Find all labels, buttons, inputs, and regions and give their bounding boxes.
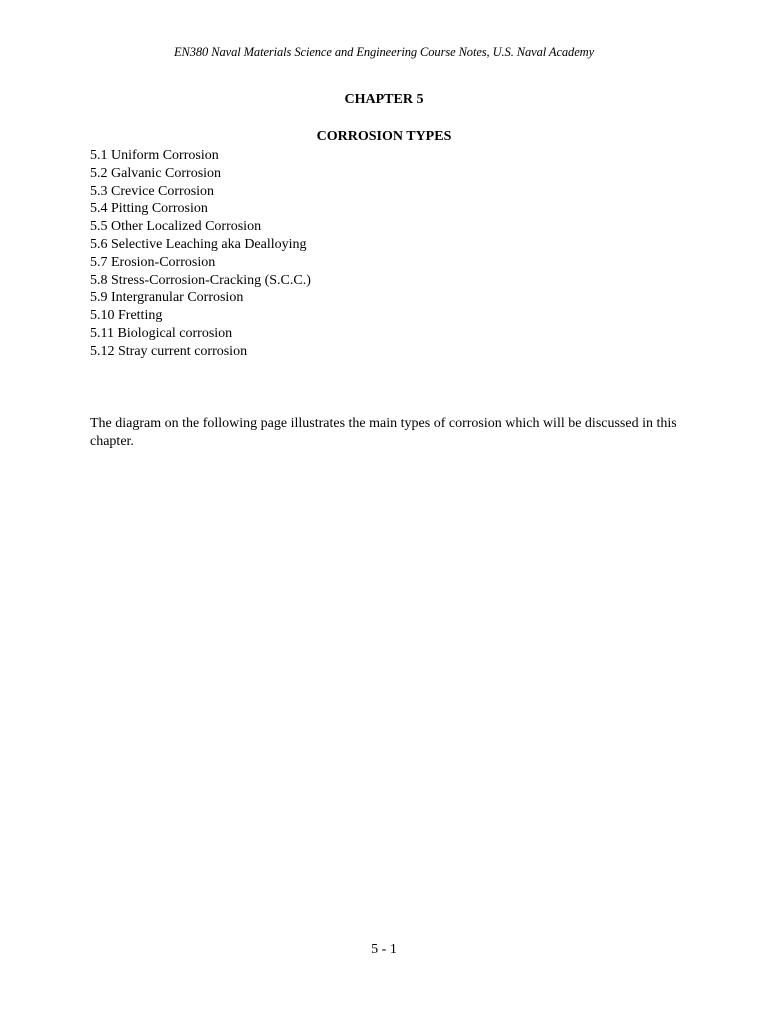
toc-item: 5.10 Fretting [90,308,163,324]
toc-item: 5.11 Biological corrosion [90,325,233,341]
toc-item: 5.7 Erosion-Corrosion [90,254,216,270]
toc-item: 5.2 Galvanic Corrosion [90,165,222,181]
chapter-label: CHAPTER 5 [344,92,424,107]
toc-item: 5.12 Stray current corrosion [90,343,248,359]
chapter-title: CORROSION TYPES [316,129,452,144]
toc-item: 5.3 Crevice Corrosion [90,183,215,199]
toc-item: 5.6 Selective Leaching aka Dealloying [90,236,307,252]
toc-item: 5.5 Other Localized Corrosion [90,219,262,235]
running-header: EN380 Naval Materials Science and Engineering Course Notes, U.S. Naval Academy [173,45,595,59]
table-of-contents [90,147,311,361]
toc-item: 5.9 Intergranular Corrosion [90,290,244,306]
toc-item: 5.4 Pitting Corrosion [90,201,208,217]
toc-item: 5.1 Uniform Corrosion [90,148,219,163]
page-number: 5 - 1 [371,942,397,957]
intro-paragraph: The diagram on the following page illustrates the main types of corrosion which will be discussed in this chapter. [90,416,677,449]
toc-item: 5.8 Stress-Corrosion-Cracking (S.C.C.) [90,272,311,288]
